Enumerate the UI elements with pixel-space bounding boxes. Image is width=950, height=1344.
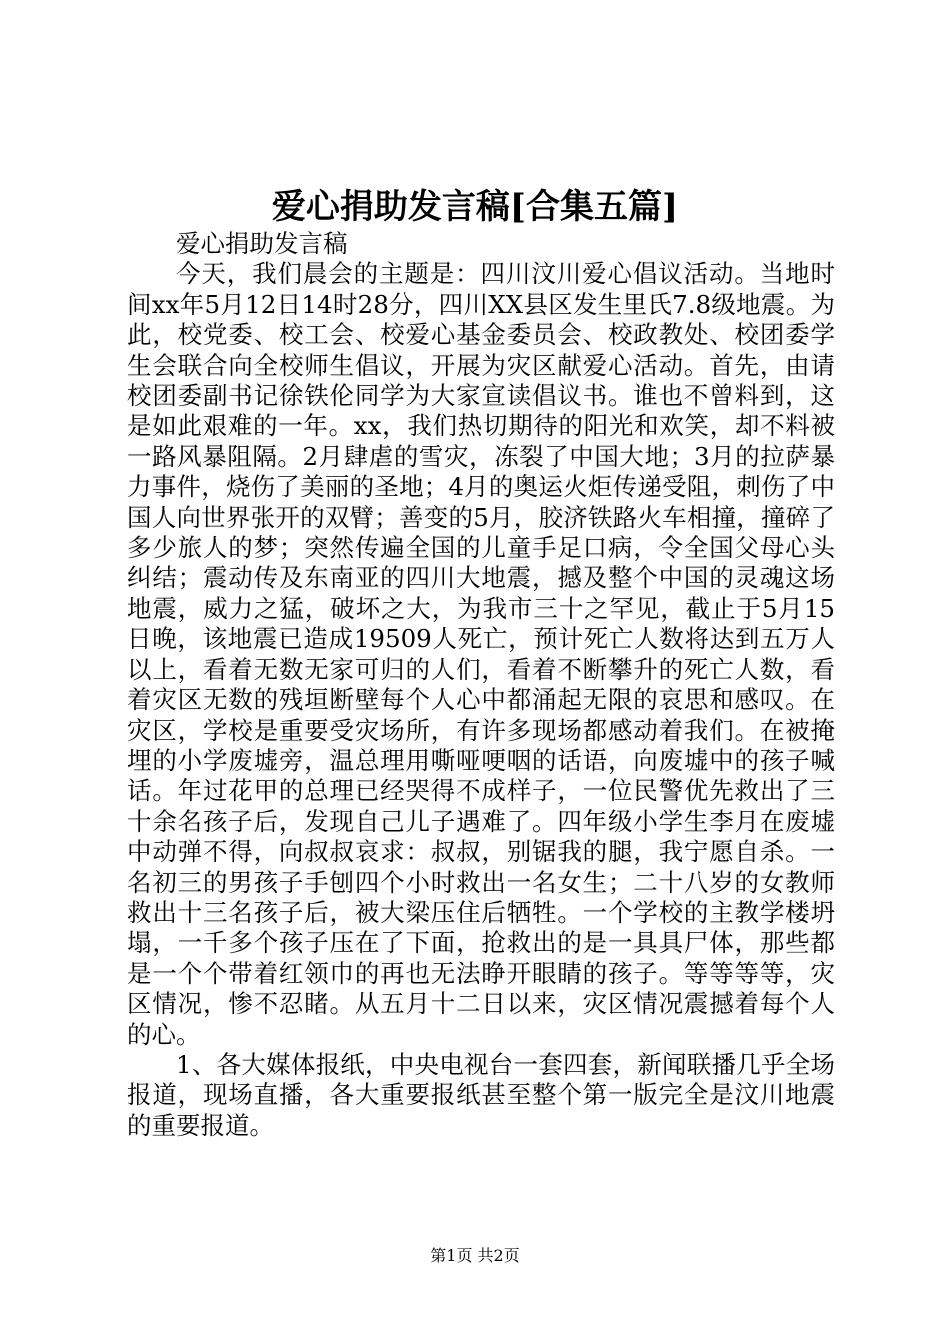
- body-paragraph: 今天，我们晨会的主题是：四川汶川爱心倡议活动。当地时间xx年5月12日14时28分，四川XX县区发生里氏7.8级地震。为此，校党委、校工会、校爱心基金委员会、校政教处、校团委学生会联合向全校师生倡议，开展为灾区献爱心活动。首先，由请校团委副书记徐铁伦同学为大家宣读倡议书。谁也不曾料到，这是如此艰难的一年。xx，我们热切期待的阳光和欢笑，却不料被一路风暴阻隔。2月肆虐的雪灾，冻裂了中国大地；3月的拉萨暴力事件，烧伤了美丽的圣地；4月的奥运火炬传递受阻，刺伤了中国人向世界张开的双臂；善变的5月，胶济铁路火车相撞，撞碎了多少旅人的梦；突然传遍全国的儿童手足口病，令全国父母心头纠结；震动传及东南亚的四川大地震，撼及整个中国的灵魂这场地震，威力之猛，破坏之大，为我市三十之罕见，截止于5月15日晚，该地震已造成19509人死亡，预计死亡人数将达到五万人以上，看着无数无家可归的人们，看着不断攀升的死亡人数，看着灾区无数的残垣断壁每个人心中都涌起无限的哀思和感叹。在灾区，学校是重要受灾场所，有许多现场都感动着我们。在被掩埋的小学废墟旁，温总理用嘶哑哽咽的话语，向废墟中的孩子喊话。年过花甲的总理已经哭得不成样子，一位民警优先救出了三十余名孩子后，发现自己儿子遇难了。四年级小学生李月在废墟中动弹不得，向叔叔哀求：叔叔，别锯我的腿，我宁愿自杀。一名初三的男孩子手刨四个小时救出一名女生；二十八岁的女教师救出十三名孩子后，被大梁压住后牺牲。一个学校的主教学楼坍塌，一千多个孩子压在了下面，抢救出的是一具具尸体，那些都是一个个带着红领巾的再也无法睁开眼睛的孩子。等等等等，灾区情况，惨不忍睹。从五月十二日以来，灾区情况震撼着每个人的心。: [127, 259, 835, 1049]
- body-paragraph: 爱心捐助发言稿: [176, 229, 348, 258]
- document-title: 爱心捐助发言稿[合集五篇]: [271, 187, 679, 227]
- body-paragraph: 1、各大媒体报纸，中央电视台一套四套，新闻联播几乎全场报道，现场直播，各大重要报纸甚至整个第一版完全是汶川地震的重要报道。: [127, 1049, 835, 1140]
- page-number: 第1页 共2页: [430, 1246, 520, 1265]
- document-body: [127, 229, 835, 1141]
